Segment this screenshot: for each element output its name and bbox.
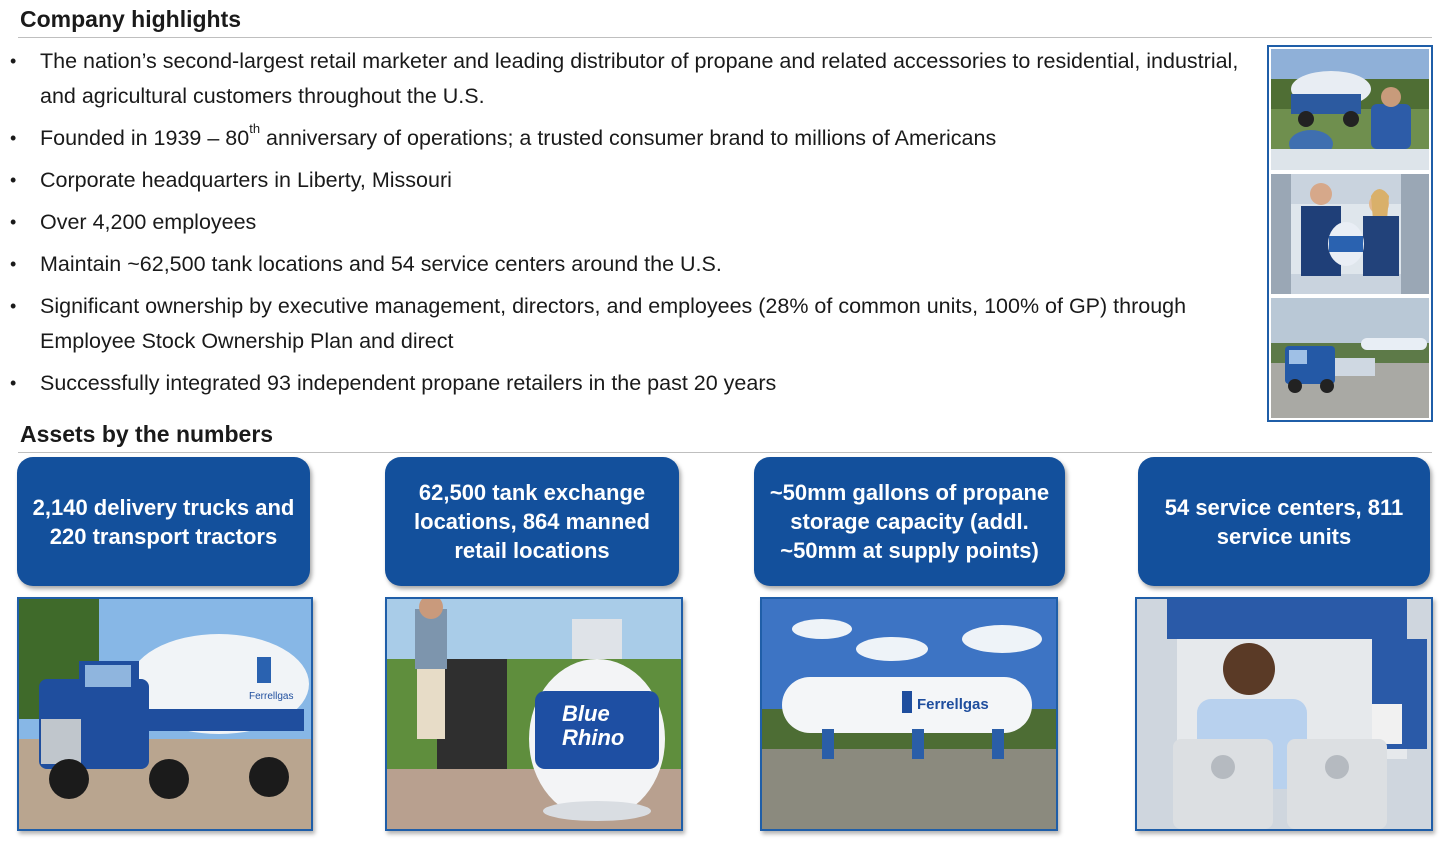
bullet-symbol: • bbox=[10, 212, 17, 232]
asset-label: 62,500 tank exchange locations, 864 manned retail locations bbox=[414, 480, 650, 563]
highlight-text-post: anniversary of operations; a trusted consumer brand to millions of Americans bbox=[260, 126, 997, 150]
highlight-text: Corporate headquarters in Liberty, Missouri bbox=[40, 168, 452, 192]
list-item bbox=[8, 289, 1258, 359]
highlights-list bbox=[8, 44, 1258, 408]
highlight-text-pre: Founded in 1939 – 80 bbox=[40, 126, 250, 150]
list-item bbox=[8, 366, 1258, 401]
asset-box-tank-exchange bbox=[385, 457, 679, 586]
highlight-text: Significant ownership by executive management, directors, and employees (28% of common units, 100% of GP) through Employee Stock Ownership Plan and direct bbox=[40, 294, 1187, 353]
company-highlights-title: Company highlights bbox=[20, 6, 242, 32]
asset-label: 54 service centers, 811 service units bbox=[1164, 494, 1404, 549]
asset-box-trucks bbox=[17, 457, 310, 586]
bullet-symbol: • bbox=[10, 170, 17, 190]
asset-box-service-centers bbox=[1138, 457, 1430, 586]
company-highlights-divider bbox=[18, 37, 1432, 38]
list-item bbox=[8, 205, 1258, 240]
photo-service-technician bbox=[1135, 597, 1433, 831]
photo-tank-exchange-customers bbox=[1271, 174, 1429, 294]
photo-technician-tank bbox=[1271, 49, 1429, 170]
asset-box-storage bbox=[754, 457, 1065, 586]
bullet-symbol: • bbox=[10, 51, 17, 71]
highlight-text: Maintain ~62,500 tank locations and 54 service centers around the U.S. bbox=[40, 252, 722, 276]
highlight-superscript: th bbox=[249, 121, 261, 136]
list-item bbox=[8, 121, 1258, 156]
assets-title: Assets by the numbers bbox=[20, 421, 274, 447]
highlight-text: The nation’s second-largest retail marketer and leading distributor of propane and related accessories to residential, industrial, and agricultural customers throughout the U.S. bbox=[40, 49, 1239, 108]
highlight-text: Over 4,200 employees bbox=[40, 210, 257, 234]
storage-tank-logo-text: Ferrellgas bbox=[917, 696, 989, 713]
asset-label: 2,140 delivery trucks and 220 transport tractors bbox=[32, 494, 295, 549]
side-photo-strip bbox=[1267, 45, 1433, 422]
blue-rhino-logo-line2: Rhino bbox=[562, 725, 625, 750]
photo-delivery-truck bbox=[17, 597, 313, 831]
photo-storage-tank bbox=[760, 597, 1058, 831]
photo-transport-truck bbox=[1271, 298, 1429, 418]
bullet-symbol: • bbox=[10, 373, 17, 393]
bullet-symbol: • bbox=[10, 296, 17, 316]
highlight-text: Successfully integrated 93 independent propane retailers in the past 20 years bbox=[40, 371, 777, 395]
list-item bbox=[8, 163, 1258, 198]
list-item bbox=[8, 247, 1258, 282]
truck-logo-text: Ferrellgas bbox=[249, 691, 294, 702]
asset-label: ~50mm gallons of propane storage capacity (addl. ~50mm at supply points) bbox=[769, 480, 1050, 563]
blue-rhino-logo-line1: Blue bbox=[562, 701, 610, 726]
photo-blue-rhino-tank bbox=[385, 597, 683, 831]
bullet-symbol: • bbox=[10, 128, 17, 148]
assets-divider bbox=[18, 452, 1432, 453]
bullet-symbol: • bbox=[10, 254, 17, 274]
list-item bbox=[8, 44, 1258, 114]
